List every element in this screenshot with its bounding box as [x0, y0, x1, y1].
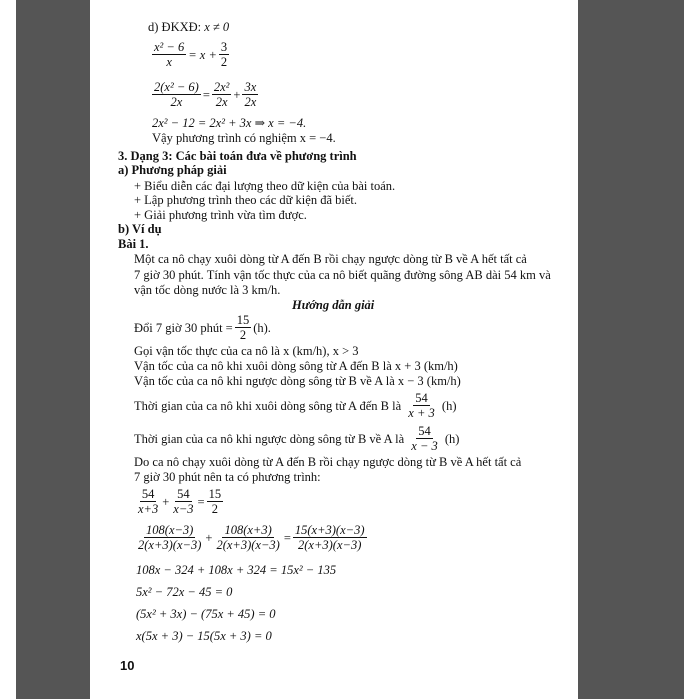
numerator: 54	[418, 424, 431, 438]
numerator: 3	[220, 40, 228, 54]
solution-heading: Hướng dẫn giải	[292, 298, 375, 312]
text-line: Gọi vận tốc thực của ca nô là x (km/h), x > 3	[134, 344, 359, 358]
conclusion: Vậy phương trình có nghiệm x = −4.	[152, 131, 336, 145]
text: (h)	[444, 431, 460, 446]
viewer-background-left	[16, 0, 90, 699]
equation-9: x(5x + 3) − 15(5x + 3) = 0	[136, 629, 272, 643]
numerator: 54	[415, 391, 428, 405]
numerator: 15(x+3)(x−3)	[294, 523, 365, 537]
denominator: x−3	[173, 502, 194, 516]
text-line: Vận tốc của ca nô khi xuôi dòng sông từ A đến B là x + 3 (km/h)	[134, 359, 458, 373]
numerator: 108(x+3)	[224, 523, 272, 537]
equation-8: (5x² + 3x) − (75x + 45) = 0	[136, 607, 276, 621]
label: d) ĐKXĐ:	[148, 20, 202, 34]
method-step: + Biểu diễn các đại lượng theo dữ kiện của bài toán.	[134, 179, 396, 193]
text: (h).	[253, 320, 271, 335]
operator: =	[283, 530, 291, 545]
numerator: 2x²	[213, 80, 230, 94]
text: Đổi 7 giờ 30 phút =	[134, 320, 233, 335]
convert-line	[134, 313, 271, 342]
equation-2	[150, 80, 260, 109]
condition-line	[148, 20, 229, 34]
denominator: 2	[239, 328, 247, 342]
denominator: 2x	[170, 95, 183, 109]
text: Thời gian của ca nô khi xuôi dòng sông từ A đến B là	[134, 398, 402, 413]
numerator: 2(x² − 6)	[154, 80, 199, 94]
problem-text: 7 giờ 30 phút. Tính vận tốc thực của ca nô biết quãng đường sông AB dài 54 km và	[134, 268, 551, 282]
denominator: 2(x+3)(x−3)	[298, 538, 362, 552]
equation-1	[150, 40, 231, 69]
subsection-heading: a) Phương pháp giải	[118, 163, 227, 177]
numerator: 15	[236, 313, 250, 327]
denominator: x + 3	[408, 406, 435, 420]
method-step: + Lập phương trình theo các dữ kiện đã biết.	[134, 193, 357, 207]
exercise-title: Bài 1.	[118, 237, 149, 251]
denominator: 2(x+3)(x−3)	[216, 538, 280, 552]
time-up-line	[134, 424, 459, 453]
denominator: x+3	[138, 502, 159, 516]
denominator: 2x	[244, 95, 257, 109]
numerator: 3x	[244, 80, 257, 94]
method-step: + Giải phương trình vừa tìm được.	[134, 208, 307, 222]
section-heading: 3. Dạng 3: Các bài toán đưa về phương trình	[118, 149, 357, 163]
denominator: 2x	[215, 95, 228, 109]
numerator: 54	[141, 487, 155, 501]
text-line: Do ca nô chạy xuôi dòng từ A đến B rồi chạy ngược dòng từ B về A hết tất cả	[134, 455, 522, 469]
numerator: x² − 6	[154, 40, 185, 54]
operator: +	[162, 494, 170, 509]
time-down-line	[134, 391, 456, 420]
problem-text: Một ca nô chạy xuôi dòng từ A đến B rồi chạy ngược dòng từ B về A hết tất cả	[134, 252, 527, 266]
operator: +	[233, 87, 241, 102]
equation-3: 2x² − 12 = 2x² + 3x ⇒ x = −4.	[152, 116, 307, 130]
denominator: 2	[211, 502, 218, 516]
subsection-heading: b) Ví dụ	[118, 222, 162, 236]
text-line: 7 giờ 30 phút nên ta có phương trình:	[134, 470, 321, 484]
numerator: 15	[208, 487, 222, 501]
operator: +	[205, 530, 213, 545]
denominator: x	[166, 55, 172, 69]
numerator: 108(x−3)	[146, 523, 194, 537]
numerator: 54	[177, 487, 190, 501]
condition: x ≠ 0	[204, 20, 230, 34]
equation-4	[134, 487, 225, 516]
equation-6: 108x − 324 + 108x + 324 = 15x² − 135	[136, 563, 337, 577]
denominator: 2	[220, 55, 228, 69]
denominator: 2(x+3)(x−3)	[138, 538, 202, 552]
text: (h)	[441, 398, 457, 413]
operator: =	[202, 87, 210, 102]
equation-7: 5x² − 72x − 45 = 0	[136, 585, 233, 599]
page-number: 10	[120, 658, 135, 673]
viewer-background-right	[578, 0, 684, 699]
denominator: x − 3	[411, 439, 438, 453]
text: Thời gian của ca nô khi ngược dòng sông từ B về A là	[134, 431, 405, 446]
operator: = x +	[188, 47, 217, 62]
operator: =	[197, 494, 205, 509]
equation-5	[134, 523, 369, 552]
problem-text: vận tốc dòng nước là 3 km/h.	[134, 283, 281, 297]
text-line: Vận tốc của ca nô khi ngược dòng sông từ B về A là x − 3 (km/h)	[134, 374, 461, 388]
